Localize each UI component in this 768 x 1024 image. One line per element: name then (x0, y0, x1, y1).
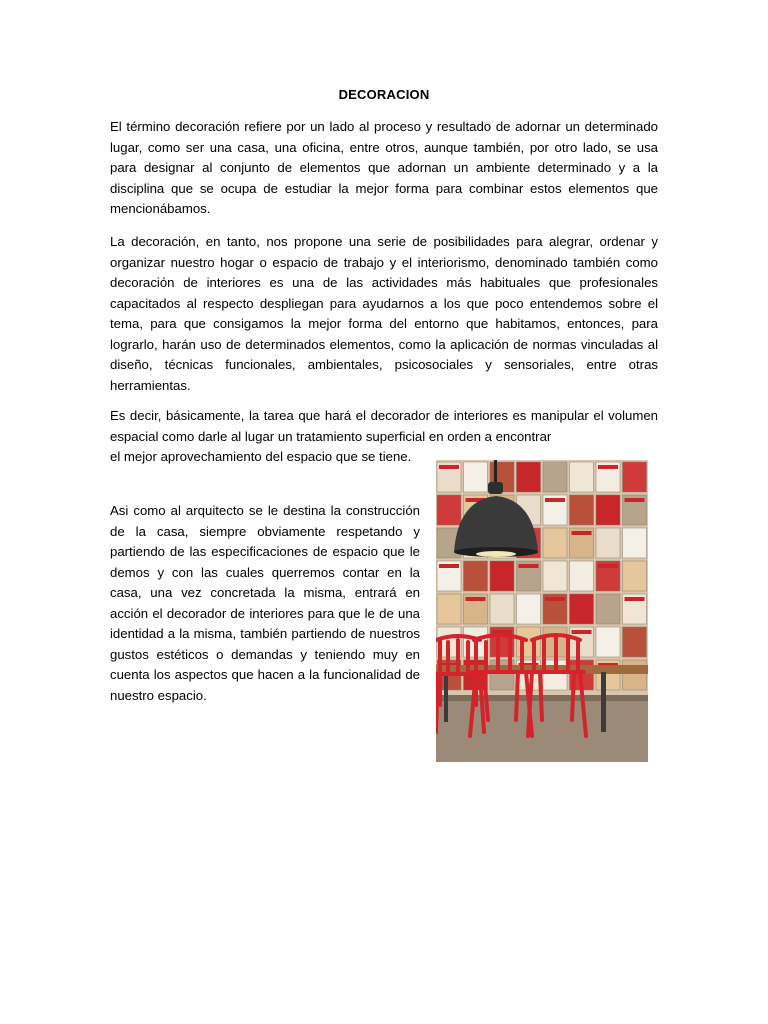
poster-tile (490, 561, 514, 591)
page-title: DECORACION (338, 87, 430, 102)
poster-tile (570, 561, 594, 591)
poster-tile (570, 462, 594, 492)
paragraph-4: Asi como al arquitecto se le destina la construcción de la casa, siempre obviamente respetando y partiendo de las especificaciones de espacio que le demos y con las cuales querremos contar en la casa, una vez concretada la misma, entrará en acción el decorador de interiores para que le de una identidad a la misma, también partiendo de nuestros gustos estéticos o demandas y teniendo muy en cuenta los aspectos que hacen a la funcionalidad de nuestro espacio. (110, 503, 420, 703)
paragraph-2: La decoración, en tanto, nos propone una serie de posibilidades para alegrar, ordenar y organizar nuestro hogar o espacio de trabajo y el interiorismo, denominado también como decoración de interiores es una de las actividades más habituales que profesionales capacitados al respecto despliegan para ayudarnos a los que poco entendemos sobre el tema, para que consigamos la mejor forma del entorno que habitamos, entonces, para lograrlo, harán uso de determinados elementos, como la aplicación de normas vinculadas al diseño, técnicas funcionales, ambientales, psicosociales y sensoriales, entre otras herramientas. (110, 234, 658, 393)
poster-tile (570, 495, 594, 525)
poster-tile (623, 528, 647, 558)
poster-tile (596, 594, 620, 624)
poster-band (598, 465, 618, 469)
poster-tile (543, 528, 567, 558)
poster-tile (623, 462, 647, 492)
poster-tile (543, 561, 567, 591)
interior-photo (436, 460, 648, 762)
poster-tile (623, 660, 647, 690)
poster-tile (437, 594, 461, 624)
poster-band (572, 531, 592, 535)
poster-band (466, 597, 486, 601)
poster-tile (464, 561, 488, 591)
poster-tile (543, 462, 567, 492)
interior-photo-icon (436, 460, 648, 762)
poster-tile (464, 462, 488, 492)
poster-band (519, 564, 539, 568)
paragraph-3: Es decir, básicamente, la tarea que hará el decorador de interiores es manipular el volumen espacial como darle al lugar un tratamiento superficial en orden a encontrar (110, 408, 658, 444)
poster-band (545, 498, 565, 502)
poster-tile (596, 627, 620, 657)
poster-band (545, 597, 565, 601)
poster-band (519, 465, 539, 469)
poster-band (439, 564, 459, 568)
poster-tile (623, 627, 647, 657)
poster-band (598, 564, 618, 568)
poster-tile (623, 561, 647, 591)
paragraph-1: El término decoración refiere por un lado al proceso y resultado de adornar un determinado lugar, como ser una casa, una oficina, entre otros, aunque también, por otro lado, se usa para designar al conjunto de elementos que adornan un ambiente determinado y a la disciplina que se ocupa de estudiar la mejor forma para combinar estos elementos que mencionábamos. (110, 119, 658, 216)
poster-tile (437, 495, 461, 525)
poster-tile (490, 594, 514, 624)
paragraph-3-continued: el mejor aprovechamiento del espacio que se tiene. (110, 449, 412, 464)
poster-tile (570, 594, 594, 624)
poster-band (439, 465, 459, 469)
poster-tile (517, 594, 541, 624)
poster-band (625, 498, 645, 502)
poster-band (572, 630, 592, 634)
poster-tile (596, 528, 620, 558)
poster-band (625, 597, 645, 601)
poster-tile (596, 495, 620, 525)
